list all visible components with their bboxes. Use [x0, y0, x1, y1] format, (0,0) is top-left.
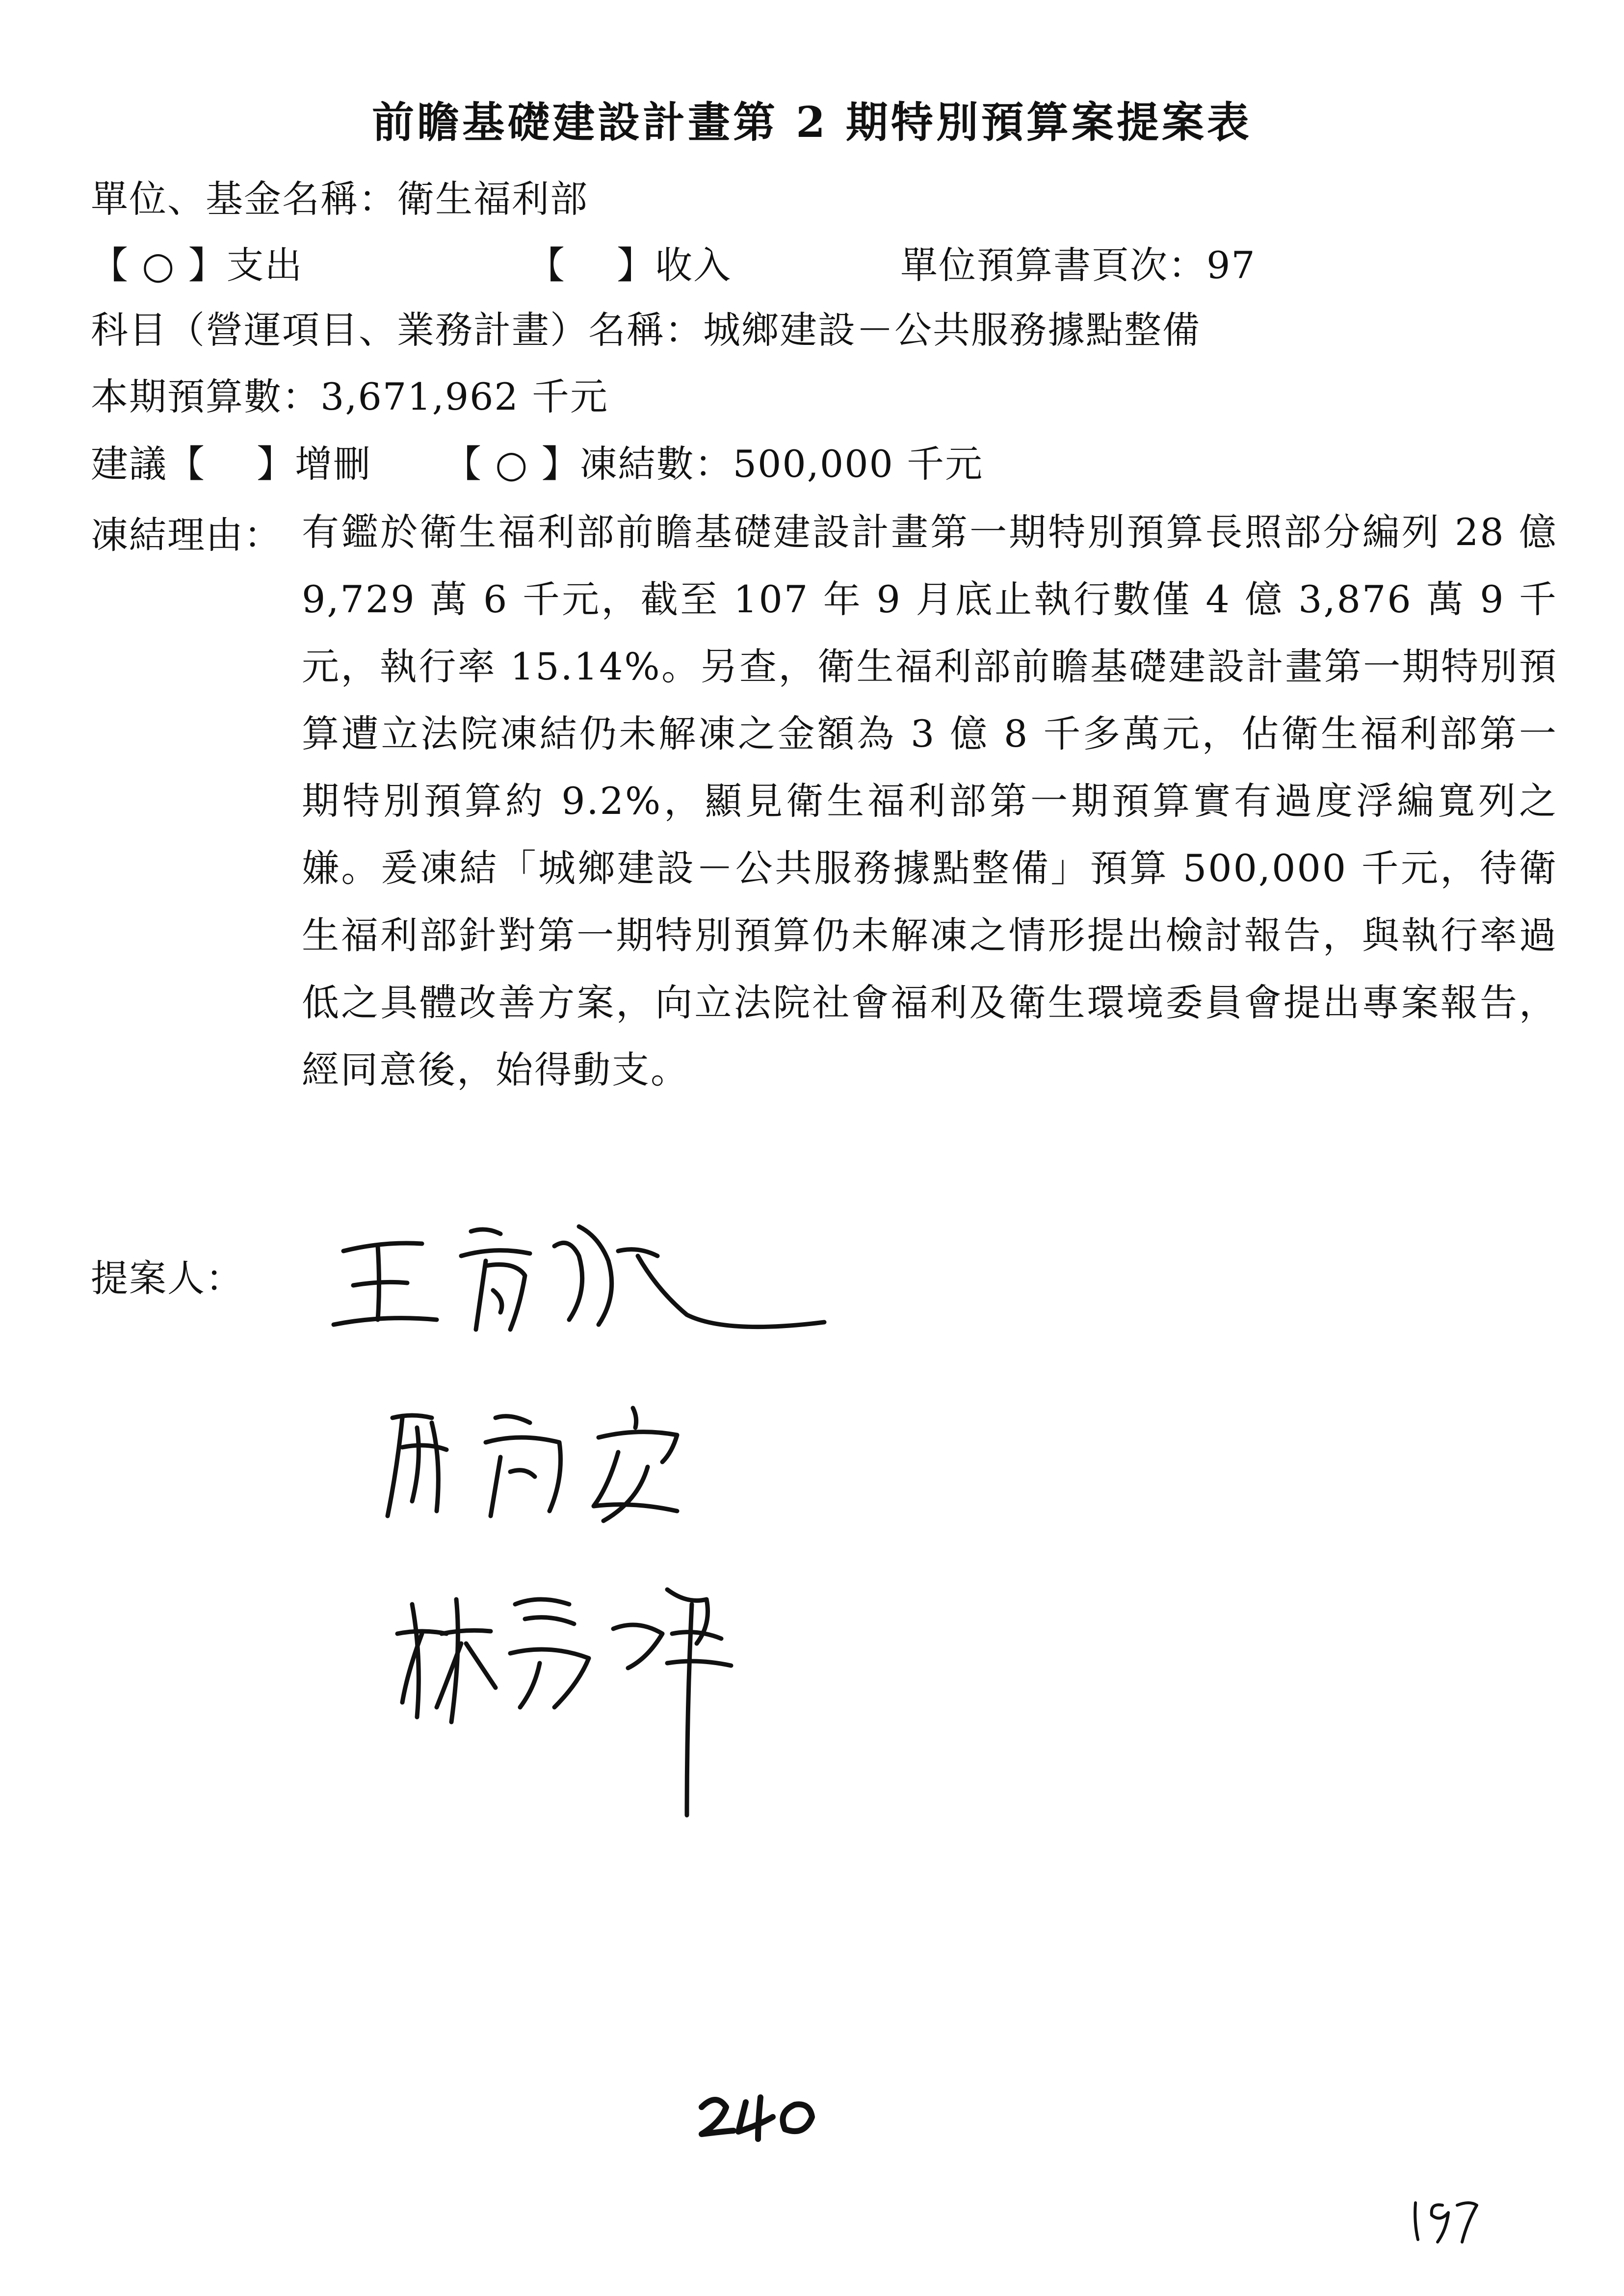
freeze-reason-label: 凍結理由：	[91, 513, 282, 557]
signature-2	[373, 1388, 765, 1536]
stamp-page-number	[692, 2087, 824, 2146]
signature-3	[393, 1560, 775, 1835]
unit-fund-name: 單位、基金名稱：衛生福利部	[91, 177, 588, 221]
freeze-amount: 【 ○ 】凍結數：500,000 千元	[444, 442, 984, 486]
document-title: 前瞻基礎建設計畫第 2 期特別預算案提案表	[372, 98, 1252, 147]
handwritten-page-number	[1408, 2193, 1482, 2247]
budget-book-page: 單位預算書頁次：97	[900, 243, 1256, 287]
expense-checkbox-label: 【 ○ 】支出	[91, 243, 303, 287]
subject-name: 科目（營運項目、業務計畫）名稱：城鄉建設－公共服務據點整備	[91, 308, 1201, 352]
income-checkbox-label: 【 】收入	[527, 243, 732, 287]
proposer-label: 提案人：	[91, 1256, 244, 1300]
freeze-reason-text: 有鑑於衛生福利部前瞻基礎建設計畫第一期特別預算長照部分編列 28 億 9,729 萬 6 千元，截至 107 年 9 月底止執行數僅 4 億 3,876 萬 9 千元，執行率 15.14%。另查，衛生福利部前瞻基礎建設計畫第一期特別預算遭立法院凍結仍未解凍之金額為 3 億 8 千多萬元，佔衛生福利部第一期特別預算約 9.2%，顯見衛生福利部第一期預算實有過度浮編寬列之嫌。爰凍結「城鄉建設－公共服務據點整備」預算 500,000 千元，待衛生福利部針對第一期特別預算仍未解凍之情形提出檢討報告，與執行率過低之具體改善方案，向立法院社會福利及衛生環境委員會提出專案報告，經同意後，始得動支。	[302, 510, 1558, 1092]
suggest-add-delete: 建議【 】增刪	[91, 442, 372, 486]
signature-1	[324, 1197, 864, 1359]
current-budget-amount: 本期預算數：3,671,962 千元	[91, 375, 608, 418]
